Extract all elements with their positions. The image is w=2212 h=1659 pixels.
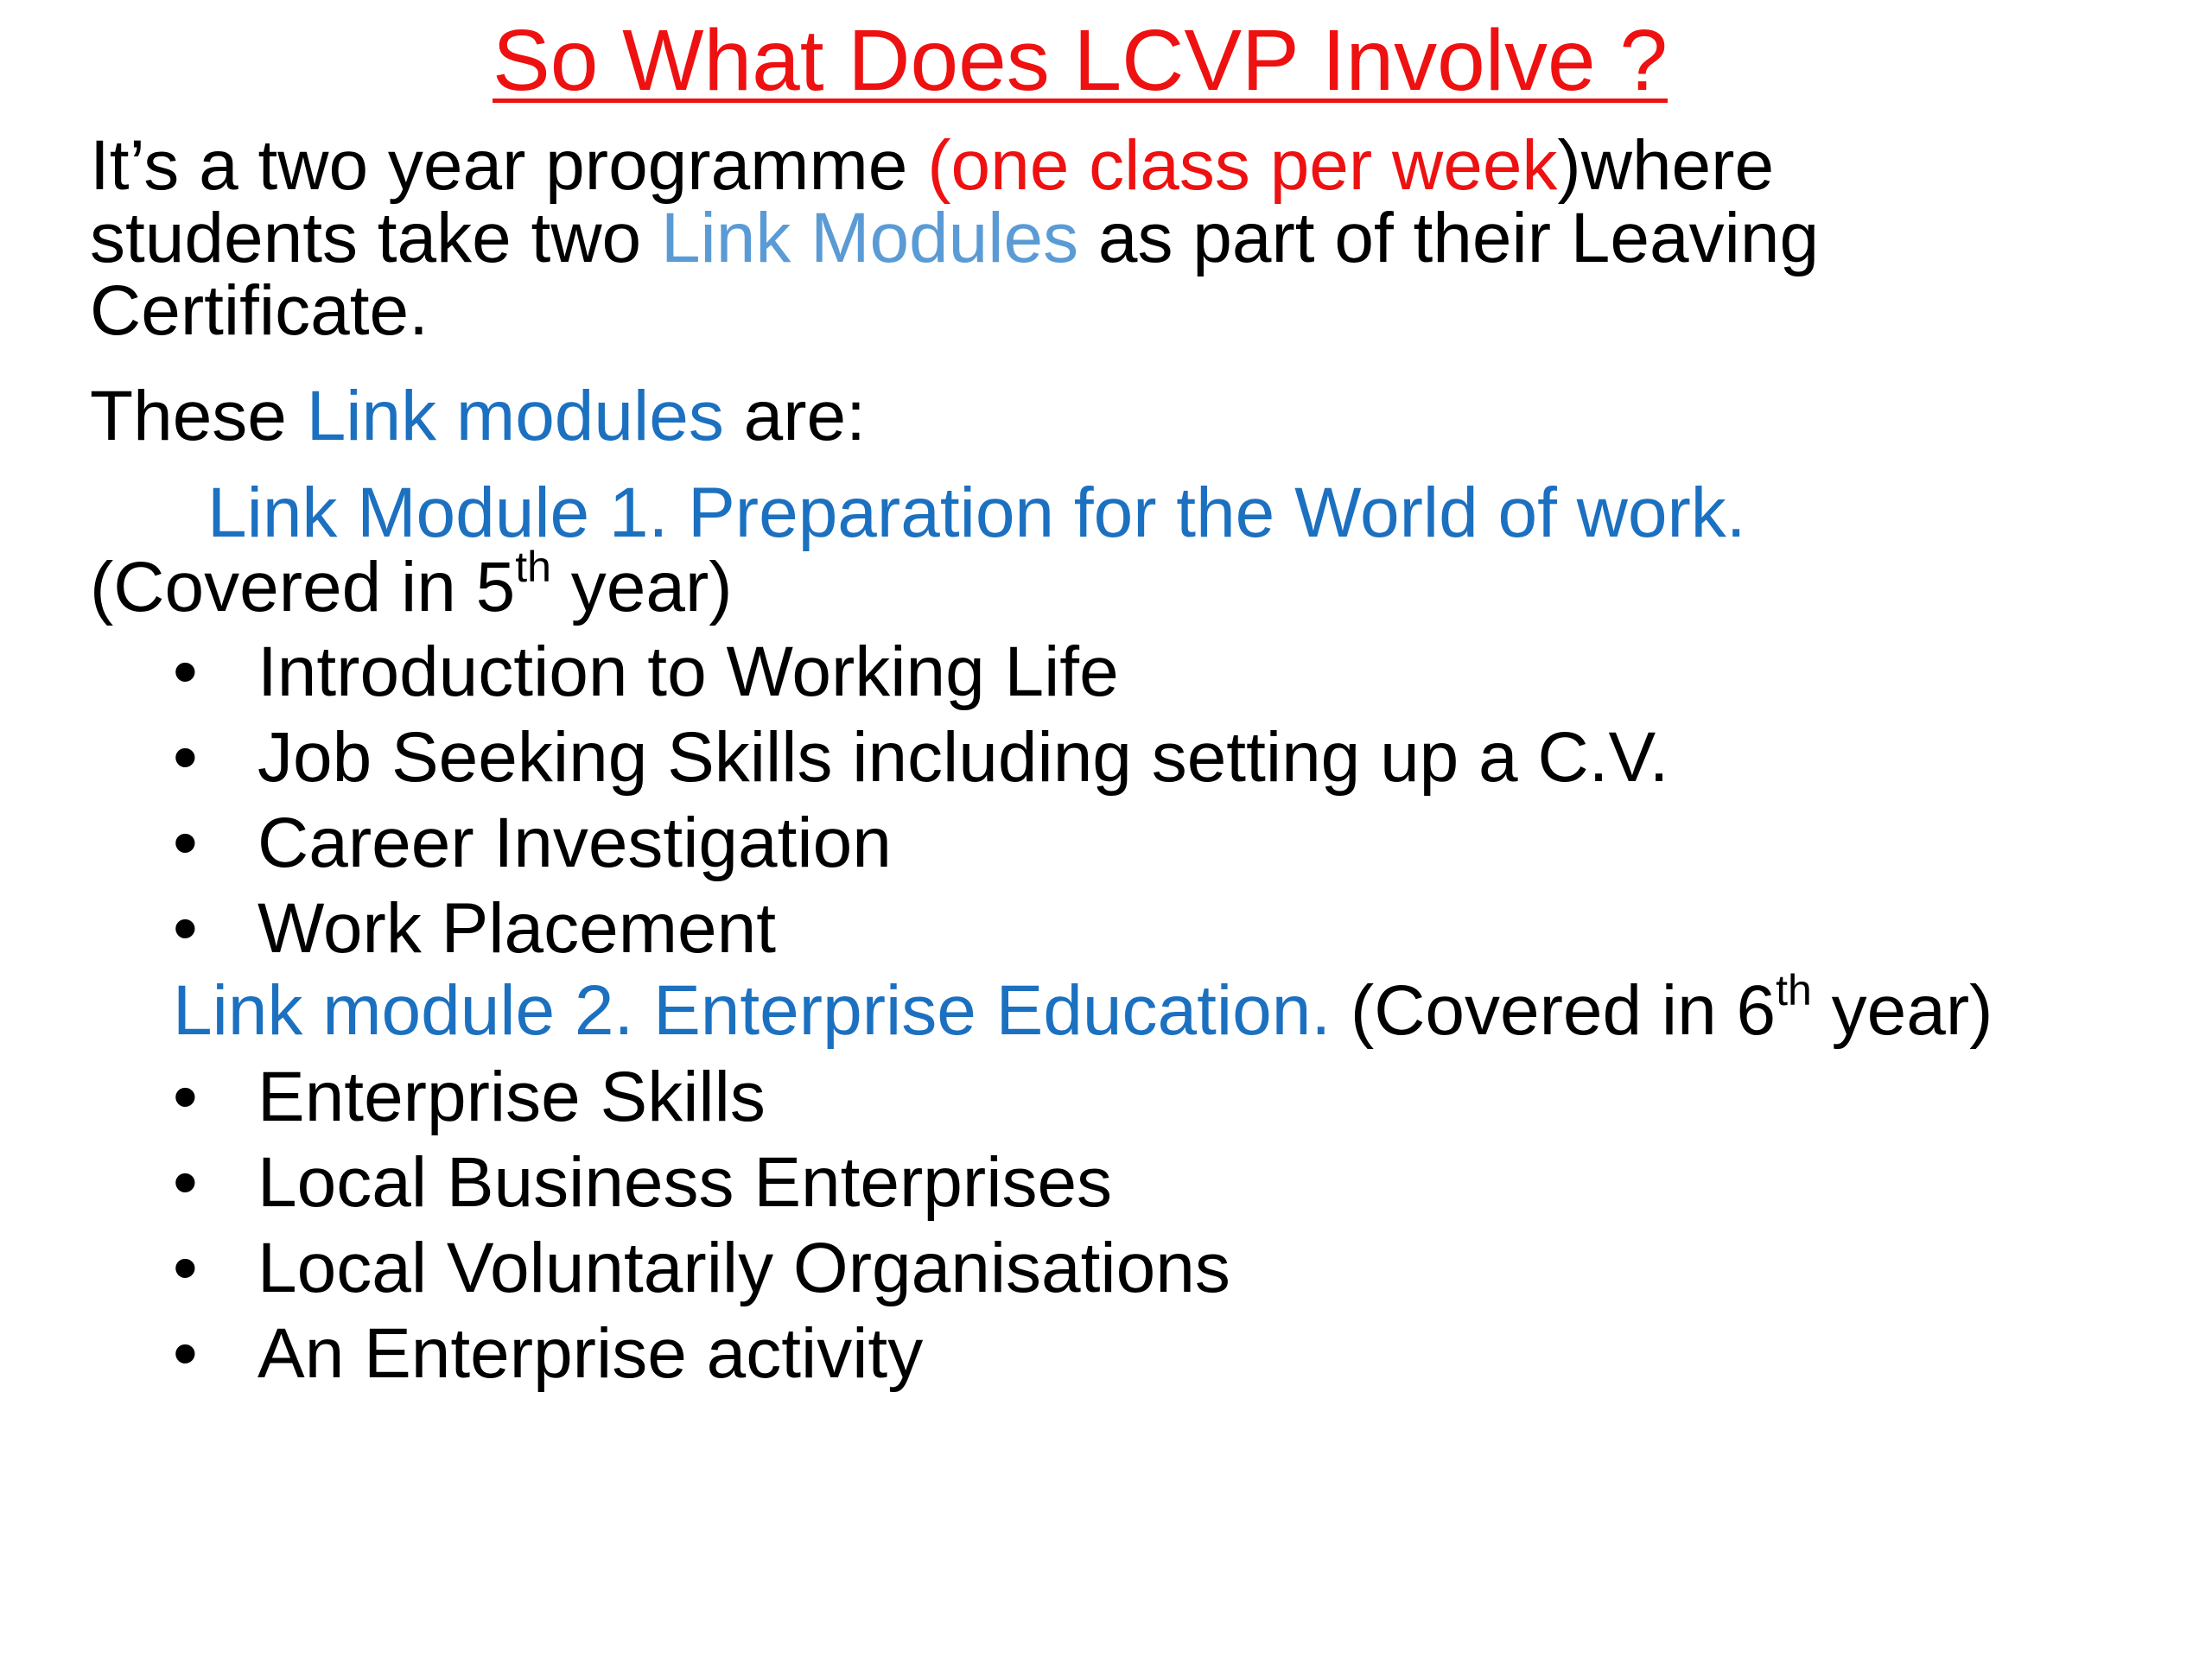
- these-line: [90, 373, 866, 460]
- bullet-icon: •: [173, 804, 198, 882]
- module-2-covered-sup: th: [1776, 965, 1812, 1014]
- list-item-text: Job Seeking Skills including setting up a C.V.: [257, 718, 1669, 797]
- these-start: These: [90, 377, 307, 455]
- module-1-list: [173, 629, 1669, 971]
- list-item: [173, 800, 1669, 886]
- list-item-text: Introduction to Working Life: [257, 632, 1119, 711]
- these-end: are:: [723, 377, 866, 455]
- bullet-icon: •: [173, 889, 198, 968]
- list-item-text: Local Business Enterprises: [257, 1143, 1113, 1222]
- list-item: [173, 1140, 1230, 1225]
- slide-title: So What Does LCVP Involve ?: [493, 12, 1668, 109]
- bullet-icon: •: [173, 1143, 198, 1222]
- list-item: [173, 629, 1669, 715]
- these-link: Link modules: [306, 377, 724, 455]
- bullet-icon: •: [173, 1314, 198, 1393]
- list-item: [173, 1054, 1230, 1140]
- bullet-icon: •: [173, 1058, 198, 1136]
- intro-line-2-start: students take two: [90, 199, 661, 277]
- intro-text-end: )where: [1557, 126, 1775, 205]
- list-item-text: Local Voluntarily Organisations: [257, 1229, 1230, 1307]
- intro-line-2: [90, 199, 2164, 277]
- list-item-text: Work Placement: [257, 889, 777, 968]
- module-2-list: [173, 1054, 1230, 1396]
- list-item: [173, 715, 1669, 800]
- module-2-heading-line: [173, 965, 1993, 1054]
- intro-line-3: Certificate.: [90, 271, 429, 350]
- bullet-icon: •: [173, 632, 198, 711]
- intro-paragraph: [90, 126, 2164, 350]
- intro-link-modules: Link Modules: [660, 199, 1079, 277]
- intro-text-start: It’s a two year programme: [90, 126, 928, 205]
- module-1-covered-sup: th: [515, 542, 551, 591]
- list-item: [173, 886, 1669, 971]
- bullet-icon: •: [173, 718, 198, 797]
- list-item: [173, 1225, 1230, 1311]
- module-2-heading: Link module 2. Enterprise Education.: [173, 971, 1332, 1050]
- module-1-heading: Link Module 1. Preparation for the World of work.: [207, 474, 1746, 552]
- list-item: [173, 1311, 1230, 1396]
- list-item-text: Career Investigation: [257, 804, 892, 882]
- list-item-text: An Enterprise activity: [257, 1314, 924, 1393]
- intro-line-1: [90, 126, 2164, 205]
- module-1-covered: [90, 544, 733, 631]
- module-1-covered-prefix: (Covered in 5: [90, 548, 516, 626]
- list-item-text: Enterprise Skills: [257, 1058, 766, 1136]
- intro-highlight: (one class per week: [927, 126, 1558, 205]
- module-2-covered-prefix: (Covered in 6: [1331, 971, 1777, 1050]
- module-1-covered-suffix: year): [550, 548, 733, 626]
- bullet-icon: •: [173, 1229, 198, 1307]
- module-2-covered-suffix: year): [1811, 971, 1993, 1050]
- intro-line-2-end: as part of their Leaving: [1078, 199, 1820, 277]
